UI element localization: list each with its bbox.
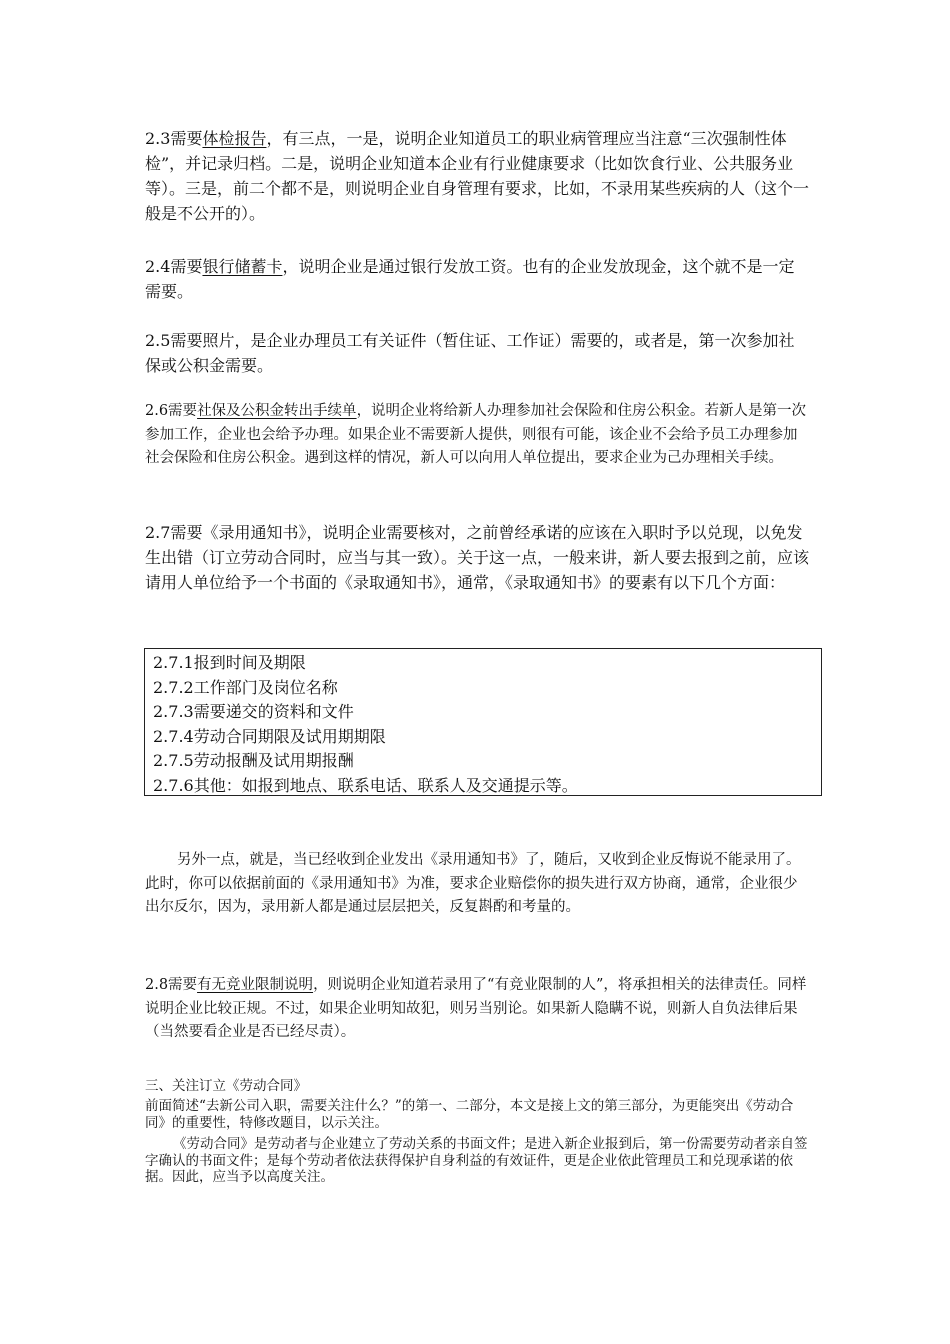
p28-text: ，则说明企业知道若录用了“有竞业限制的人”，将承担相关的法律责任。同样说明企业比较正规。不过，如果企业明知故犯，则另当别论。如果新人隐瞒不说，则新人自负法律后果（当然要看企业是否已经尽责）。 bbox=[145, 977, 807, 1040]
p23-underlined-term: 体检报告 bbox=[202, 129, 267, 148]
p28-prefix: 2.8需要 bbox=[145, 977, 198, 993]
p23-prefix: 2.3需要 bbox=[145, 129, 203, 148]
section-3-intro: 前面简述“去新公司入职，需要关注什么？”的第一、二部分，本文是接上文的第三部分，为更能突出《劳动合同》的重要性，特修改题目，以示关注。 bbox=[145, 1098, 794, 1131]
box-item: 2.7.3需要递交的资料和文件 bbox=[153, 702, 354, 721]
box-item: 2.7.4劳动合同期限及试用期期限 bbox=[153, 726, 386, 746]
p24-underlined-term: 银行储蓄卡 bbox=[202, 257, 283, 276]
p26-prefix: 2.6需要 bbox=[145, 403, 198, 419]
paragraph-another-point: 另外一点，就是，当已经收到企业发出《录用通知书》了，随后，又收到企业反悔说不能录用了。此时，你可以依据前面的《录用通知书》为准，要求企业赔偿你的损失进行双方协商，通常，企业很少出尔反尔，因为，录用新人都是通过层层把关，反复斟酌和考量的。 bbox=[145, 852, 801, 915]
p24-prefix: 2.4需要 bbox=[145, 257, 203, 276]
offer-letter-elements-box bbox=[144, 648, 822, 796]
paragraph-2-3 bbox=[145, 126, 810, 226]
p28-underlined-term: 有无竞业限制说明 bbox=[197, 977, 314, 993]
paragraph-2-6 bbox=[145, 400, 810, 471]
box-item: 2.7.1报到时间及期限 bbox=[153, 653, 306, 672]
p24-text: ，说明企业是通过银行发放工资。也有的企业发放现金，这个就不是一定需要。 bbox=[145, 257, 795, 301]
box-item: 2.7.2工作部门及岗位名称 bbox=[153, 677, 338, 697]
box-item: 2.7.6其他：如报到地点、联系电话、联系人及交通提示等。 bbox=[153, 775, 578, 795]
paragraph-2-5: 2.5需要照片，是企业办理员工有关证件（暂住证、工作证）需要的，或者是，第一次参加社保或公积金需要。 bbox=[145, 331, 795, 375]
section-3-body: 《劳动合同》是劳动者与企业建立了劳动关系的书面文件；是进入新企业报到后，第一份需要劳动者亲自签字确认的书面文件；是每个劳动者依法获得保护自身利益的有效证件，更是企业依此管理员工和兑现承诺的依据。因此，应当予以高度关注。 bbox=[145, 1136, 808, 1185]
paragraph-2-7: 2.7需要《录用通知书》，说明企业需要核对，之前曾经承诺的应该在入职时予以兑现，以免发生出错（订立劳动合同时，应当与其一致）。关于这一点，一般来讲，新人要去报到之前，应该请用人单位给予一个书面的《录取通知书》，通常，《录取通知书》的要素有以下几个方面： bbox=[145, 523, 810, 592]
paragraph-2-4 bbox=[145, 254, 810, 304]
p26-text: ，说明企业将给新人办理参加社会保险和住房公积金。若新人是第一次参加工作，企业也会给予办理。如果企业不需要新人提供，则很有可能，该企业不会给予员工办理参加社会保险和住房公积金。遇到这样的情况，新人可以向用人单位提出，要求企业为己办理相关手续。 bbox=[145, 403, 807, 466]
section-3-heading: 三、关注订立《劳动合同》 bbox=[145, 1078, 307, 1094]
p23-text: ，有三点，一是，说明企业知道员工的职业病管理应当注意“三次强制性体检”，并记录归档。二是，说明企业知道本企业有行业健康要求（比如饮食行业、公共服务业等）。三是，前二个都不是，则说明企业自身管理有要求，比如，不录用某些疾病的人（这个一般是不公开的）。 bbox=[145, 129, 810, 223]
p26-underlined-term: 社保及公积金转出手续单 bbox=[197, 403, 357, 419]
box-item: 2.7.5劳动报酬及试用期报酬 bbox=[153, 751, 354, 770]
paragraph-2-8 bbox=[145, 974, 810, 1045]
